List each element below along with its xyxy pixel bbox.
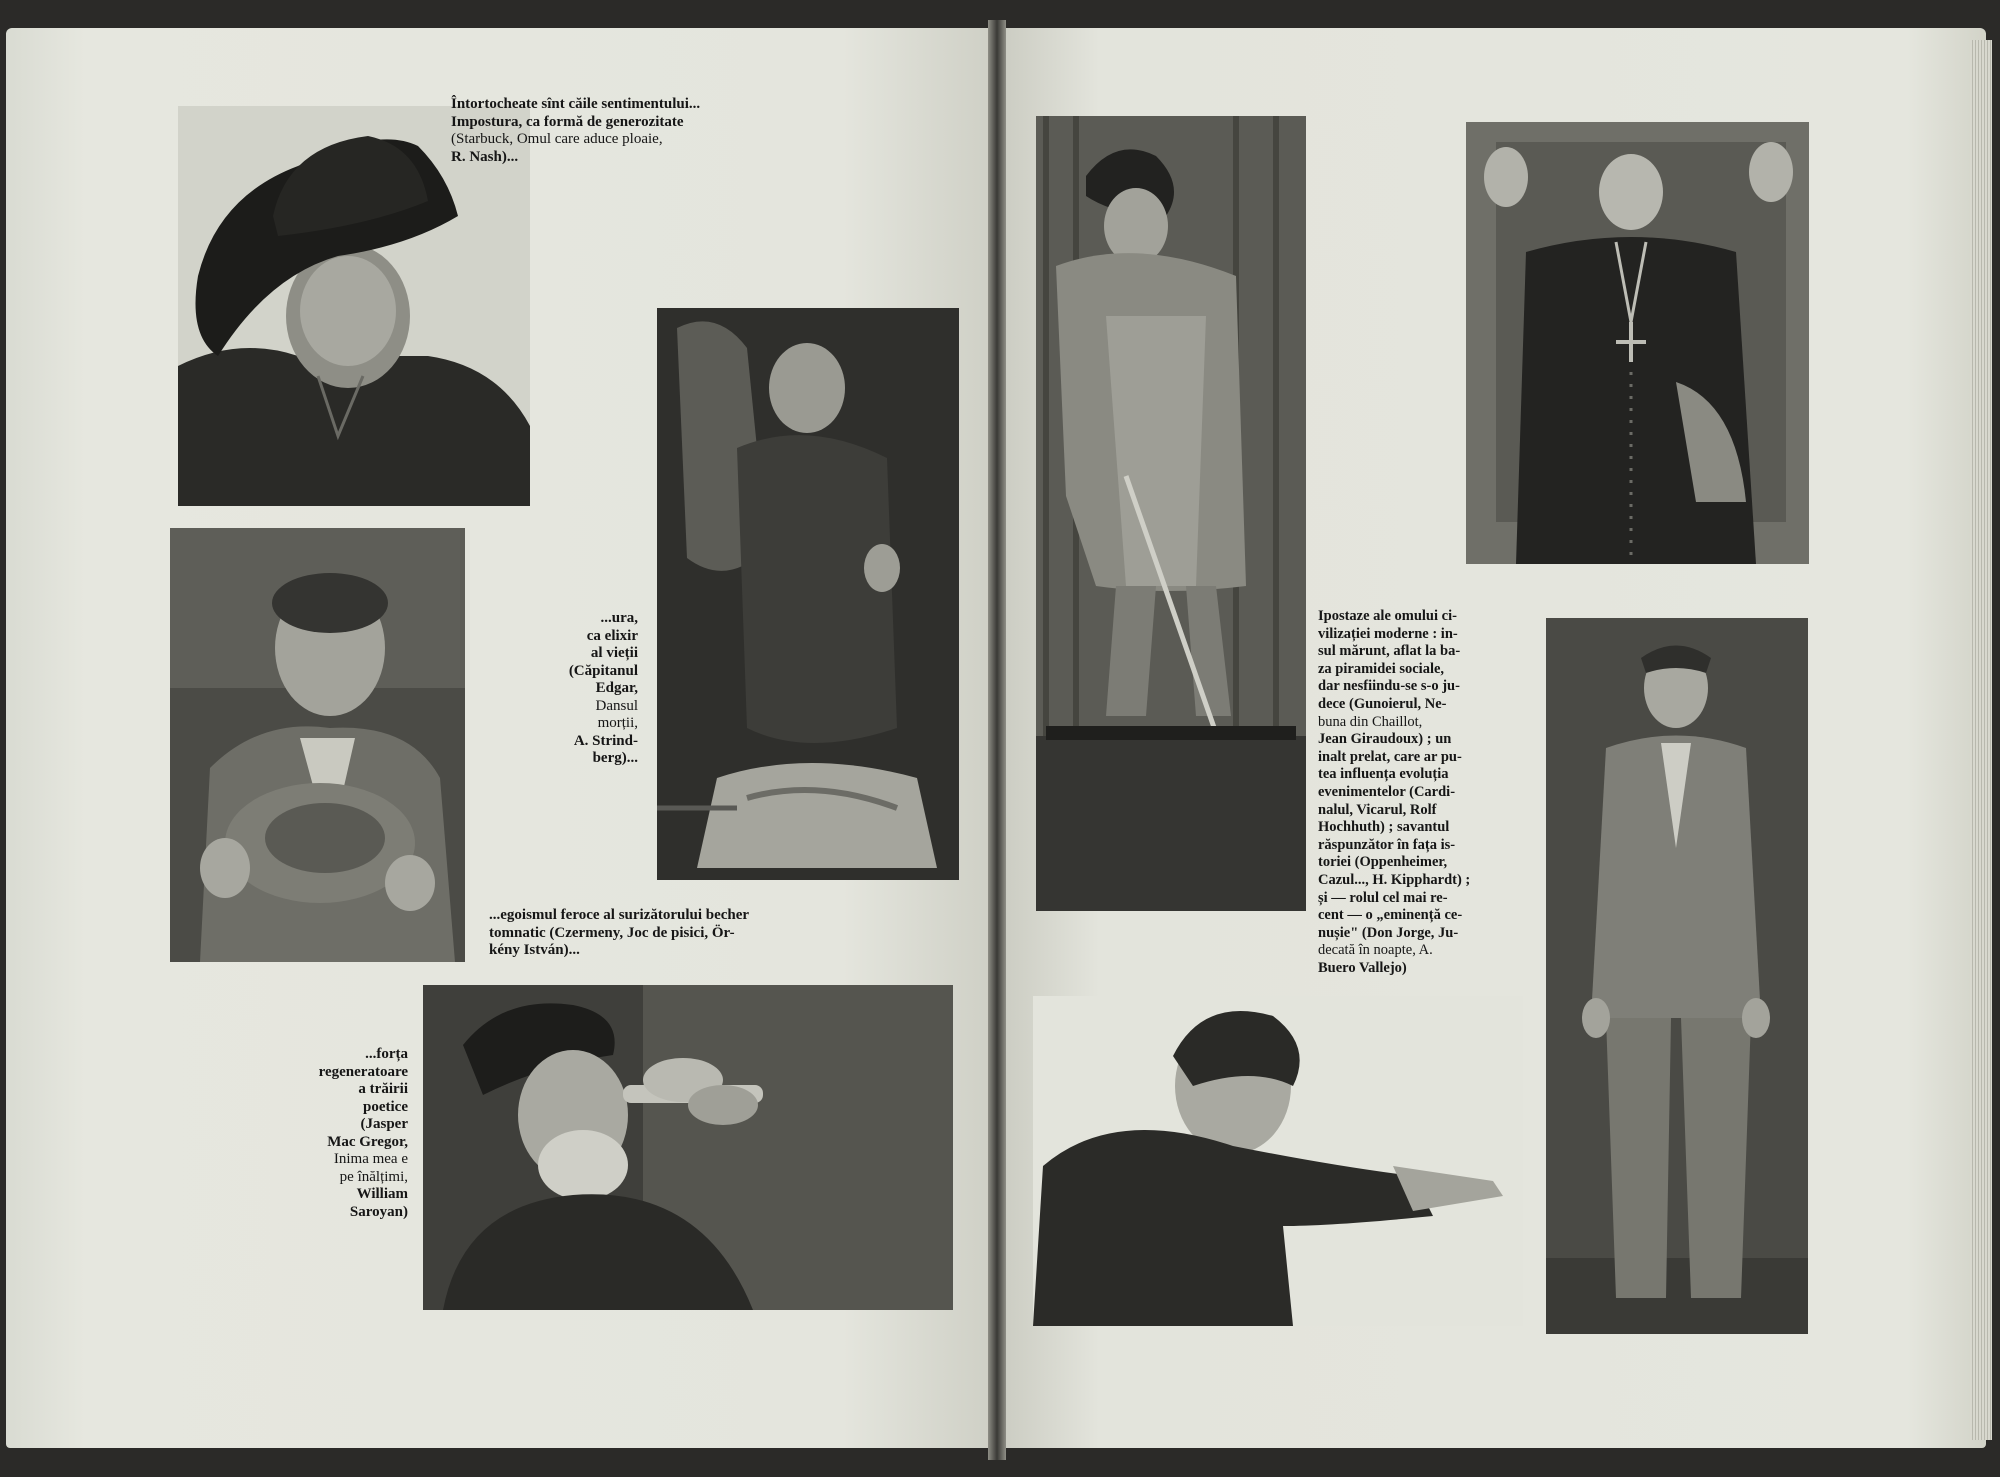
caption-line: Edgar,: [595, 680, 638, 696]
caption-line: Impostura, ca formă de generozitate: [451, 113, 684, 130]
caption-line: nalul, Vicarul, Rolf: [1318, 801, 1437, 818]
caption-line: toriei (Oppenheimer,: [1318, 854, 1448, 871]
caption-line: ...egoismul feroce al surizătorului becher: [489, 907, 750, 923]
caption-line: pe înălțimi,: [339, 1168, 408, 1185]
caption-line: cent — o „eminență ce-: [1318, 907, 1463, 924]
caption-line: (Starbuck, Omul care aduce ploaie,: [451, 131, 663, 147]
caption-line: buna din Chaillot,: [1318, 713, 1423, 730]
caption-line: Întortocheate sînt căile sentimentului...: [451, 96, 701, 112]
caption-line: William: [356, 1186, 408, 1202]
photo-man-with-broom: [1036, 116, 1306, 911]
caption-ipostaze: [1318, 608, 1530, 977]
caption-line: dar nesfiindu-se s-o ju-: [1318, 678, 1460, 695]
caption-line: Saroyan): [349, 1203, 408, 1220]
caption-czermeny: [489, 907, 861, 960]
caption-line: A. Strind-: [573, 732, 638, 749]
caption-line: tea influența evoluția: [1318, 766, 1449, 783]
caption-line: Cazul..., H. Kipphardt) ;: [1318, 871, 1471, 888]
caption-line: dece (Gunoierul, Ne-: [1318, 695, 1447, 712]
caption-line: (Căpitanul: [568, 662, 638, 679]
caption-line: ...ura,: [600, 610, 638, 626]
photo-man-in-dark-room: [657, 308, 959, 880]
photo-man-in-suit: [1546, 618, 1808, 1334]
photo-old-man-with-trumpet: [423, 985, 953, 1310]
caption-line: ca elixir: [586, 627, 638, 644]
caption-jasper-mac-gregor: [260, 1046, 408, 1221]
caption-line: Jean Giraudoux) ; un: [1318, 731, 1452, 748]
caption-line: Inima mea e: [333, 1151, 408, 1167]
caption-line: inalt prelat, care ar pu-: [1318, 748, 1462, 765]
caption-line: poetice: [363, 1098, 408, 1115]
caption-line: (Jasper: [360, 1116, 408, 1132]
caption-line: al vieții: [590, 645, 638, 661]
photo-man-pointing: [1033, 996, 1523, 1326]
caption-line: evenimentelor (Cardi-: [1318, 783, 1456, 800]
page-edges: [1970, 40, 1992, 1440]
book-gutter: [988, 20, 1006, 1460]
caption-line: regeneratoare: [318, 1063, 408, 1080]
caption-line: Hochhuth) ; savantul: [1318, 819, 1450, 836]
caption-line: za piramidei sociale,: [1318, 660, 1445, 677]
caption-line: sul mărunt, aflat la ba-: [1318, 643, 1461, 660]
caption-line: Mac Gregor,: [327, 1133, 408, 1150]
caption-capitanul-edgar: [500, 610, 638, 768]
caption-line: tomnatic (Czermeny, Joc de pisici, Ör-: [489, 924, 735, 941]
caption-line: a trăirii: [358, 1081, 408, 1097]
caption-line: vilizației moderne : in-: [1318, 625, 1458, 642]
caption-starbuck: [451, 96, 819, 166]
caption-line: răspunzător în fața is-: [1318, 836, 1456, 853]
caption-line: Buero Vallejo): [1318, 959, 1407, 976]
caption-line: berg)...: [592, 750, 638, 766]
caption-line: și — rolul cel mai re-: [1318, 889, 1448, 906]
caption-line: Dansul: [595, 697, 638, 714]
caption-line: decată în noapte, A.: [1318, 942, 1433, 959]
caption-line: morții,: [597, 715, 638, 731]
photo-man-in-hat: [178, 106, 530, 506]
caption-line: kény István)...: [489, 942, 580, 958]
caption-line: nușie" (Don Jorge, Ju-: [1318, 924, 1459, 941]
photo-cardinal-seated: [1466, 122, 1809, 564]
caption-line: Ipostaze ale omului ci-: [1318, 608, 1457, 624]
caption-line: R. Nash)...: [451, 148, 519, 165]
photo-man-laughing-with-hat: [170, 528, 465, 962]
caption-line: ...forța: [365, 1046, 408, 1062]
